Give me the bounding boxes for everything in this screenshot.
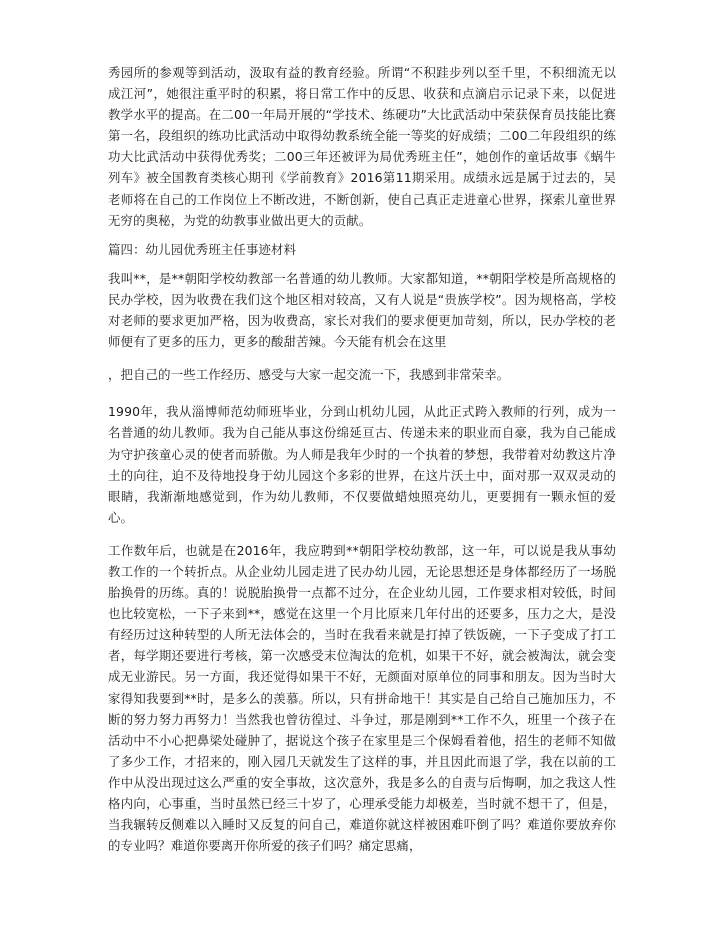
section-heading: 篇四：幼儿园优秀班主任事迹材料 [108,241,297,257]
paragraph-3: ，把自己的一些工作经历、感受与大家一起交流一下，我感到非常荣幸。 [108,367,510,383]
paragraph-2: 我叫**，是**朝阳学校幼教部一名普通的幼儿教师。大家都知道，**朝阳学校是所高规格的民办学校，因为收费在我们这个地区相对较高，又有人说是“贵族学校”。因为规格高，学校对老师的要求更加严格，因为收费高，家长对我们的要求便更加苛刻，所以，民办学校的老师便有了更多的压力，更多的酸甜苦辣。今天能有机会在这里 [108,270,616,350]
document-page [108,62,616,856]
paragraph-4: 1990年，我从淄博师范幼师班毕业，分到山机幼儿园，从此正式跨入教师的行列，成为一名普通的幼儿教师。我为自己能从事这份绵延亘古、传递未来的职业而自豪，我为自己能成为守护孩童心灵的使者而骄傲。为人师是我年少时的一个执着的梦想，我带着对幼教这片净土的向往，迫不及待地投身于幼儿园这个多彩的世界，在这片沃土中，面对那一双双灵动的眼睛，我渐渐地感觉到，作为幼儿教师，不仅要做蜡烛照亮幼儿，更要拥有一颗永恒的爱心。 [108,404,616,525]
paragraph-5: 工作数年后，也就是在2016年，我应聘到**朝阳学校幼教部，这一年，可以说是我从事幼教工作的一个转折点。从企业幼儿园走进了民办幼儿园，无论思想还是身体都经历了一场脱胎换骨的历练。真的！说脱胎换骨一点都不过分，在企业幼儿园，工作要求相对较低，时间也比较宽松，一下子来到**，感觉在这里一个月比原来几年付出的还要多，压力之大，是没有经历过这种转型的人所无法体会的，当时在我看来就是打掉了铁饭碗，一下子变成了打工者，每学期还要进行考核，第一次感受末位淘汰的危机，如果干不好，就会被淘汰，就会变成无业游民。另一方面，我还觉得如果干不好，无颜面对原单位的同事和朋友。因为当时大家得知我要到**时，是多么的羡慕。所以，只有拼命地干！其实是自己给自己施加压力，不断的努力努力再努力！当然我也曾彷徨过、斗争过，那是刚到**工作不久，班里一个孩子在活动中不小心把鼻梁处碰肿了，据说这个孩子在家里是三个保姆看着他，招生的老师不知做了多少工作，才招来的，刚入园几天就发生了这样的事，并且因此而退了学，我在以前的工作中从没出现过这么严重的安全事故，这次意外，我是多么的自责与后悔啊，加之我这人性格内向，心事重，当时虽然已经三十岁了，心理承受能力却极差，当时就不想干了，但是，当我辗转反侧难以入睡时又反复的问自己，难道你就这样被困难吓倒了吗？难道你要放弃你的专业吗？难道你要离开你所爱的孩子们吗？痛定思痛， [108,542,616,854]
paragraph-1: 秀园所的参观等到活动，汲取有益的教育经验。所谓“不积跬步列以至千里，不积细流无以成江河”，她很注重平时的积累，将日常工作中的反思、收获和点滴启示记录下来，以促进教学水平的提高。在二00一年局开展的“学技术、练硬功”大比武活动中荣获保育员技能比赛第一名，段组织的练功比武活动中取得幼教系统全能一等奖的好成绩；二00二年段组织的练功大比武活动中获得优秀奖；二00三年还被评为局优秀班主任”，她创作的童话故事《蜗牛列车》被全国教育类核心期刊《学前教育》2016第11期采用。成绩永远是属于过去的，吴老师将在自己的工作岗位上不断改进，不断创新，使自己真正走进童心世界，探索儿童世界无穷的奥秘，为党的幼教事业做出更大的贡献。 [108,65,616,228]
